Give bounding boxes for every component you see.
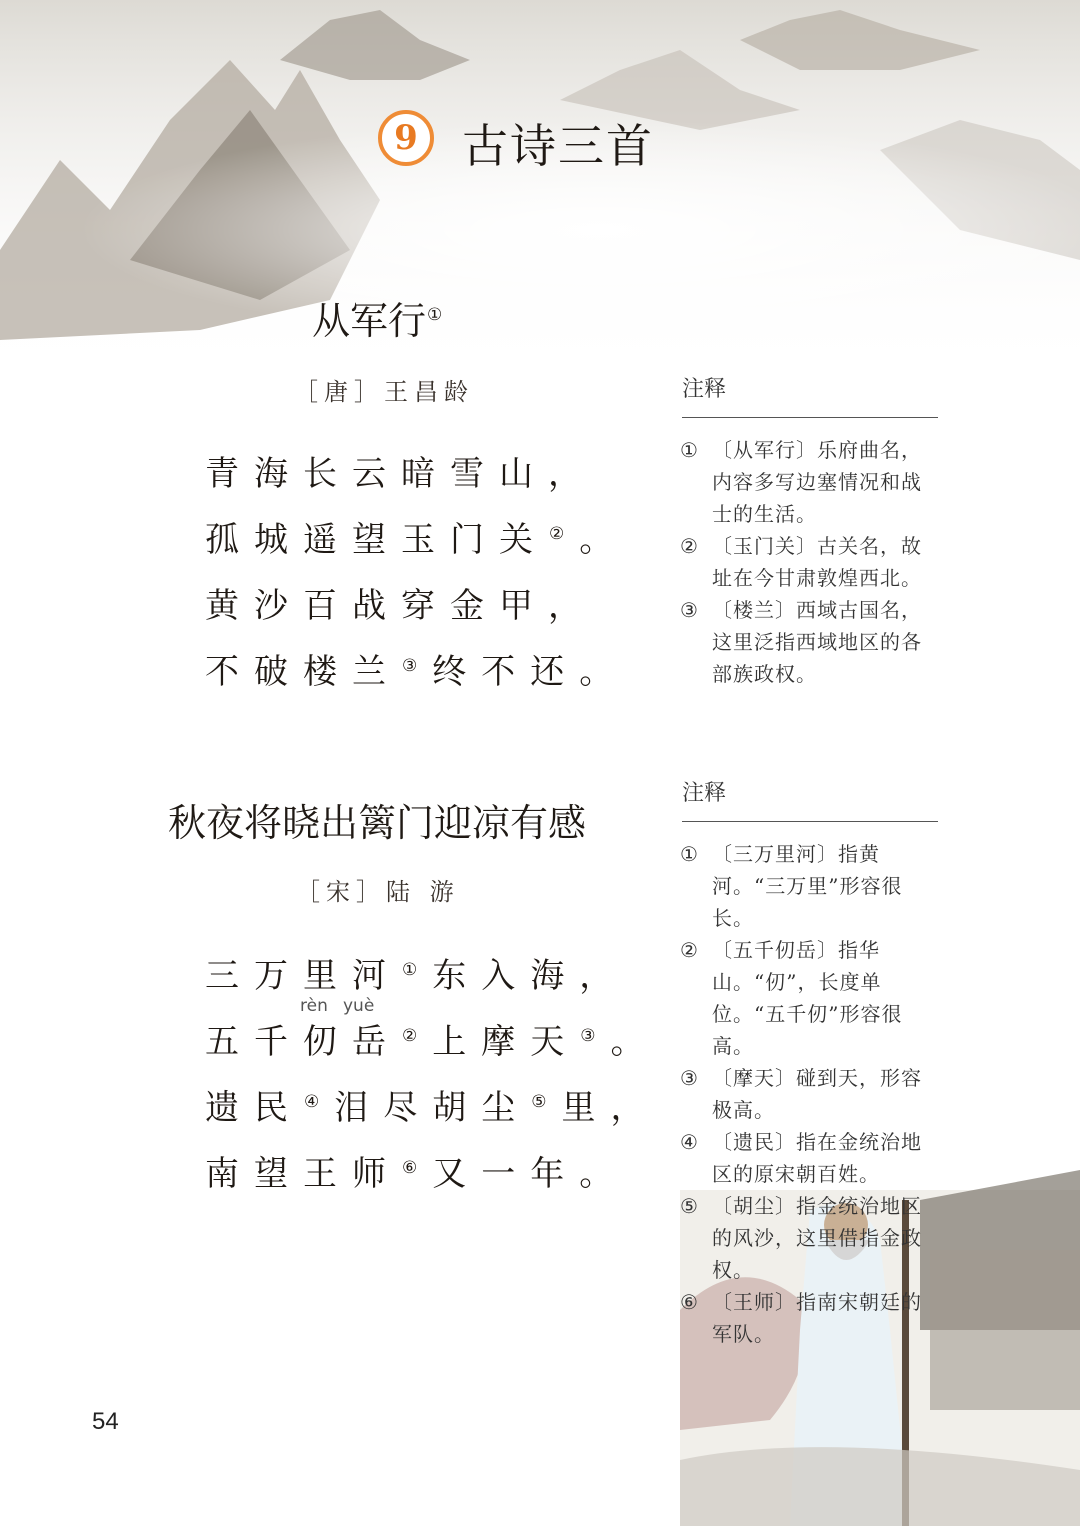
notes-2-divider bbox=[682, 821, 938, 822]
lesson-number-badge: 9 bbox=[378, 110, 434, 166]
poem-2-title: 秋夜将晓出篱门迎凉有感 bbox=[168, 801, 587, 845]
poem-2-author: ［宋］陆 游 bbox=[296, 878, 460, 906]
notes-1-list bbox=[680, 434, 942, 690]
lesson-title: 古诗三首 bbox=[462, 119, 654, 173]
note-item: ⑤ 〔胡尘〕指金统治地区的风沙，这里借指金政权。 bbox=[680, 1194, 922, 1282]
note-item: ⑥ 〔王师〕指南宋朝廷的军队。 bbox=[680, 1290, 922, 1346]
note-item: ① 〔从军行〕乐府曲名，内容多写边塞情况和战士的生活。 bbox=[680, 438, 922, 526]
footnote-marker: ③ bbox=[402, 655, 433, 676]
poem-2-line-4: 南望王师⑥又一年。 bbox=[205, 1154, 629, 1194]
poem-2-line-3: 遗民④泪尽胡尘⑤里， bbox=[205, 1088, 660, 1128]
footnote-marker: ① bbox=[427, 305, 443, 326]
notes-2-list bbox=[680, 838, 942, 1350]
footnote-marker: ② bbox=[549, 523, 580, 544]
poem-1-line-1: 青海长云暗雪山， bbox=[205, 454, 597, 494]
note-item: ③ 〔摩天〕碰到天，形容极高。 bbox=[680, 1066, 922, 1122]
ink-mountains-illustration bbox=[0, 0, 1080, 380]
footnote-marker: ③ bbox=[580, 1025, 611, 1046]
notes-2-heading: 注释 bbox=[682, 781, 727, 806]
footnote-marker: ⑥ bbox=[402, 1157, 433, 1178]
pinyin-yue: yuè bbox=[343, 996, 375, 1016]
notes-1-heading: 注释 bbox=[682, 377, 727, 402]
notes-1-divider bbox=[682, 417, 938, 418]
note-item: ① 〔三万里河〕指黄河。“三万里”形容很长。 bbox=[680, 842, 903, 930]
footnote-marker: ⑤ bbox=[531, 1091, 562, 1112]
page-number: 54 bbox=[92, 1408, 119, 1435]
poem-1-line-3: 黄沙百战穿金甲， bbox=[205, 586, 597, 626]
footnote-marker: ② bbox=[402, 1025, 433, 1046]
note-item: ② 〔玉门关〕古关名，故址在今甘肃敦煌西北。 bbox=[680, 534, 922, 590]
footnote-marker: ④ bbox=[304, 1091, 335, 1112]
poem-1-title: 从军行① bbox=[312, 299, 443, 343]
note-item: ② 〔五千仞岳〕指华山。“仞”，长度单位。“五千仞”形容很高。 bbox=[680, 938, 903, 1058]
poem-2-line-2: 五千仞岳②上摩天③。 bbox=[205, 1022, 660, 1062]
poem-2-line-1: 三万里河①东入海， bbox=[205, 956, 629, 996]
note-item: ④ 〔遗民〕指在金统治地区的原宋朝百姓。 bbox=[680, 1130, 922, 1186]
poem-1-line-2: 孤城遥望玉门关②。 bbox=[205, 520, 629, 560]
pinyin-ren: rèn bbox=[300, 996, 328, 1016]
poem-1-line-4: 不破楼兰③终不还。 bbox=[205, 652, 629, 692]
note-item: ③ 〔楼兰〕西域古国名，这里泛指西域地区的各部族政权。 bbox=[680, 598, 922, 686]
footnote-marker: ① bbox=[402, 959, 433, 980]
poem-1-author: ［唐］王昌龄 bbox=[294, 378, 474, 406]
